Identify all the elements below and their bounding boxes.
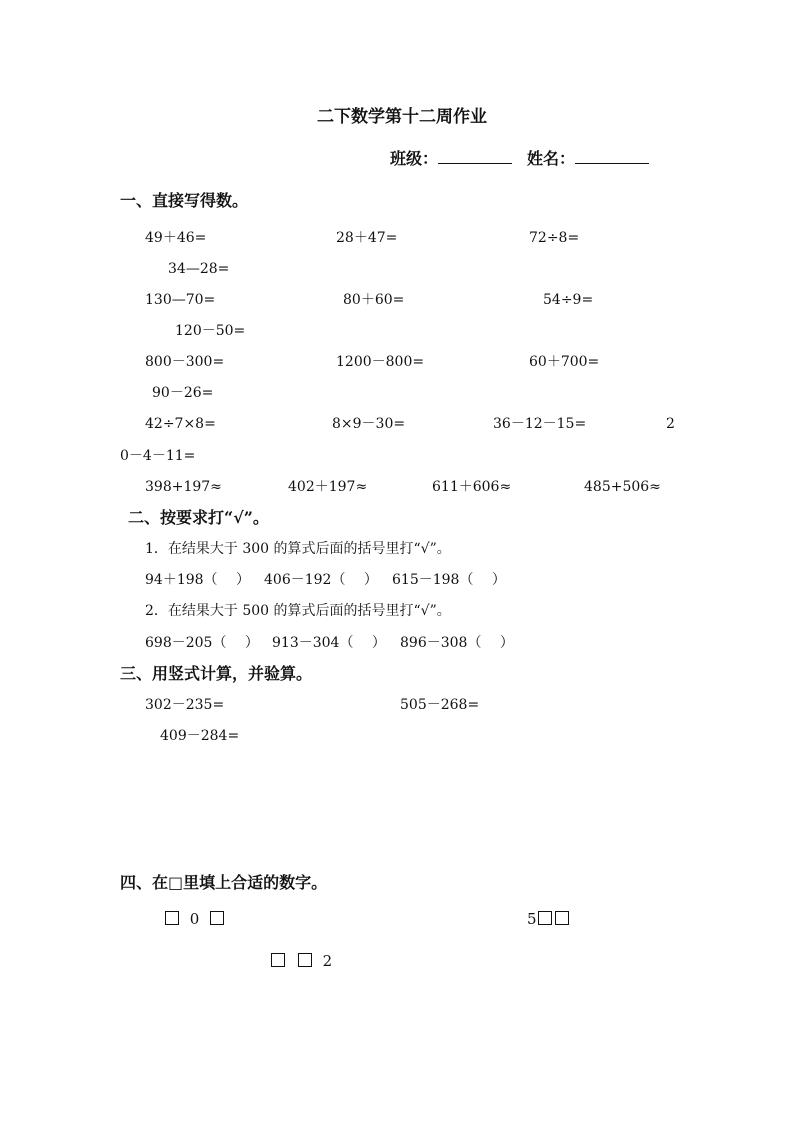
section1-heading: 一、直接写得数。 bbox=[120, 191, 249, 210]
puzzle-2 bbox=[527, 910, 569, 928]
exercise-item: 505－268= bbox=[400, 697, 480, 713]
exercise-item: 54÷9= bbox=[543, 292, 594, 308]
check-item[interactable]: 94＋198（ ） bbox=[145, 572, 250, 588]
exercise-item: 302－235= bbox=[145, 697, 225, 713]
blank-box[interactable] bbox=[271, 953, 285, 967]
class-field bbox=[390, 149, 512, 169]
section4-heading: 四、在□里填上合适的数字。 bbox=[120, 873, 328, 892]
name-blank[interactable] bbox=[575, 149, 649, 164]
exercise-item: 611＋606≈ bbox=[432, 479, 512, 495]
exercise-item: 49＋46= bbox=[145, 230, 207, 246]
class-blank[interactable] bbox=[438, 149, 512, 164]
exercise-item: 485+506≈ bbox=[584, 479, 661, 495]
section2-heading: 二、按要求打“√”。 bbox=[128, 508, 269, 527]
blank-box[interactable] bbox=[210, 911, 224, 925]
name-label: 姓名： bbox=[527, 149, 576, 168]
exercise-item: 120－50= bbox=[175, 323, 246, 339]
puzzle-3 bbox=[271, 952, 332, 970]
exercise-item: 34—28= bbox=[168, 261, 230, 277]
exercise-item: 42÷7×8= bbox=[145, 416, 216, 432]
name-field bbox=[527, 149, 649, 169]
class-label: 班级： bbox=[390, 149, 439, 168]
exercise-item: 60＋700= bbox=[529, 354, 600, 370]
page-title: 二下数学第十二周作业 bbox=[317, 107, 487, 127]
exercise-item: 2 bbox=[666, 416, 675, 432]
question-1: 1．在结果大于 300 的算式后面的括号里打“√”。 bbox=[145, 541, 451, 557]
puzzle-digit: 2 bbox=[322, 952, 333, 970]
check-item[interactable]: 913－304（ ） bbox=[272, 635, 386, 651]
puzzle-digit: 0 bbox=[189, 910, 200, 928]
exercise-item: 402＋197≈ bbox=[288, 479, 368, 495]
question-2: 2．在结果大于 500 的算式后面的括号里打“√”。 bbox=[145, 603, 451, 619]
check-item[interactable]: 698－205（ ） bbox=[145, 635, 259, 651]
exercise-item: 72÷8= bbox=[529, 230, 580, 246]
exercise-item: 800－300= bbox=[145, 354, 225, 370]
check-item[interactable]: 896－308（ ） bbox=[400, 635, 514, 651]
exercise-item: 398+197≈ bbox=[145, 479, 222, 495]
exercise-item: 80＋60= bbox=[343, 292, 405, 308]
puzzle-digit: 5 bbox=[527, 910, 537, 928]
exercise-item: 8×9－30= bbox=[332, 416, 406, 432]
blank-box[interactable] bbox=[298, 953, 312, 967]
exercise-item: 0－4－11= bbox=[120, 448, 196, 464]
exercise-item: 36－12－15= bbox=[493, 416, 587, 432]
blank-box[interactable] bbox=[555, 911, 569, 925]
blank-box[interactable] bbox=[538, 911, 552, 925]
exercise-item: 409－284= bbox=[160, 728, 240, 744]
exercise-item: 130—70= bbox=[145, 292, 216, 308]
check-item[interactable]: 615－198（ ） bbox=[392, 572, 506, 588]
section3-heading: 三、用竖式计算，并验算。 bbox=[120, 664, 313, 683]
blank-box[interactable] bbox=[165, 911, 179, 925]
exercise-item: 28＋47= bbox=[336, 230, 398, 246]
check-item[interactable]: 406－192（ ） bbox=[264, 572, 378, 588]
exercise-item: 1200－800= bbox=[336, 354, 425, 370]
puzzle-1 bbox=[165, 910, 224, 928]
exercise-item: 90－26= bbox=[152, 385, 214, 401]
